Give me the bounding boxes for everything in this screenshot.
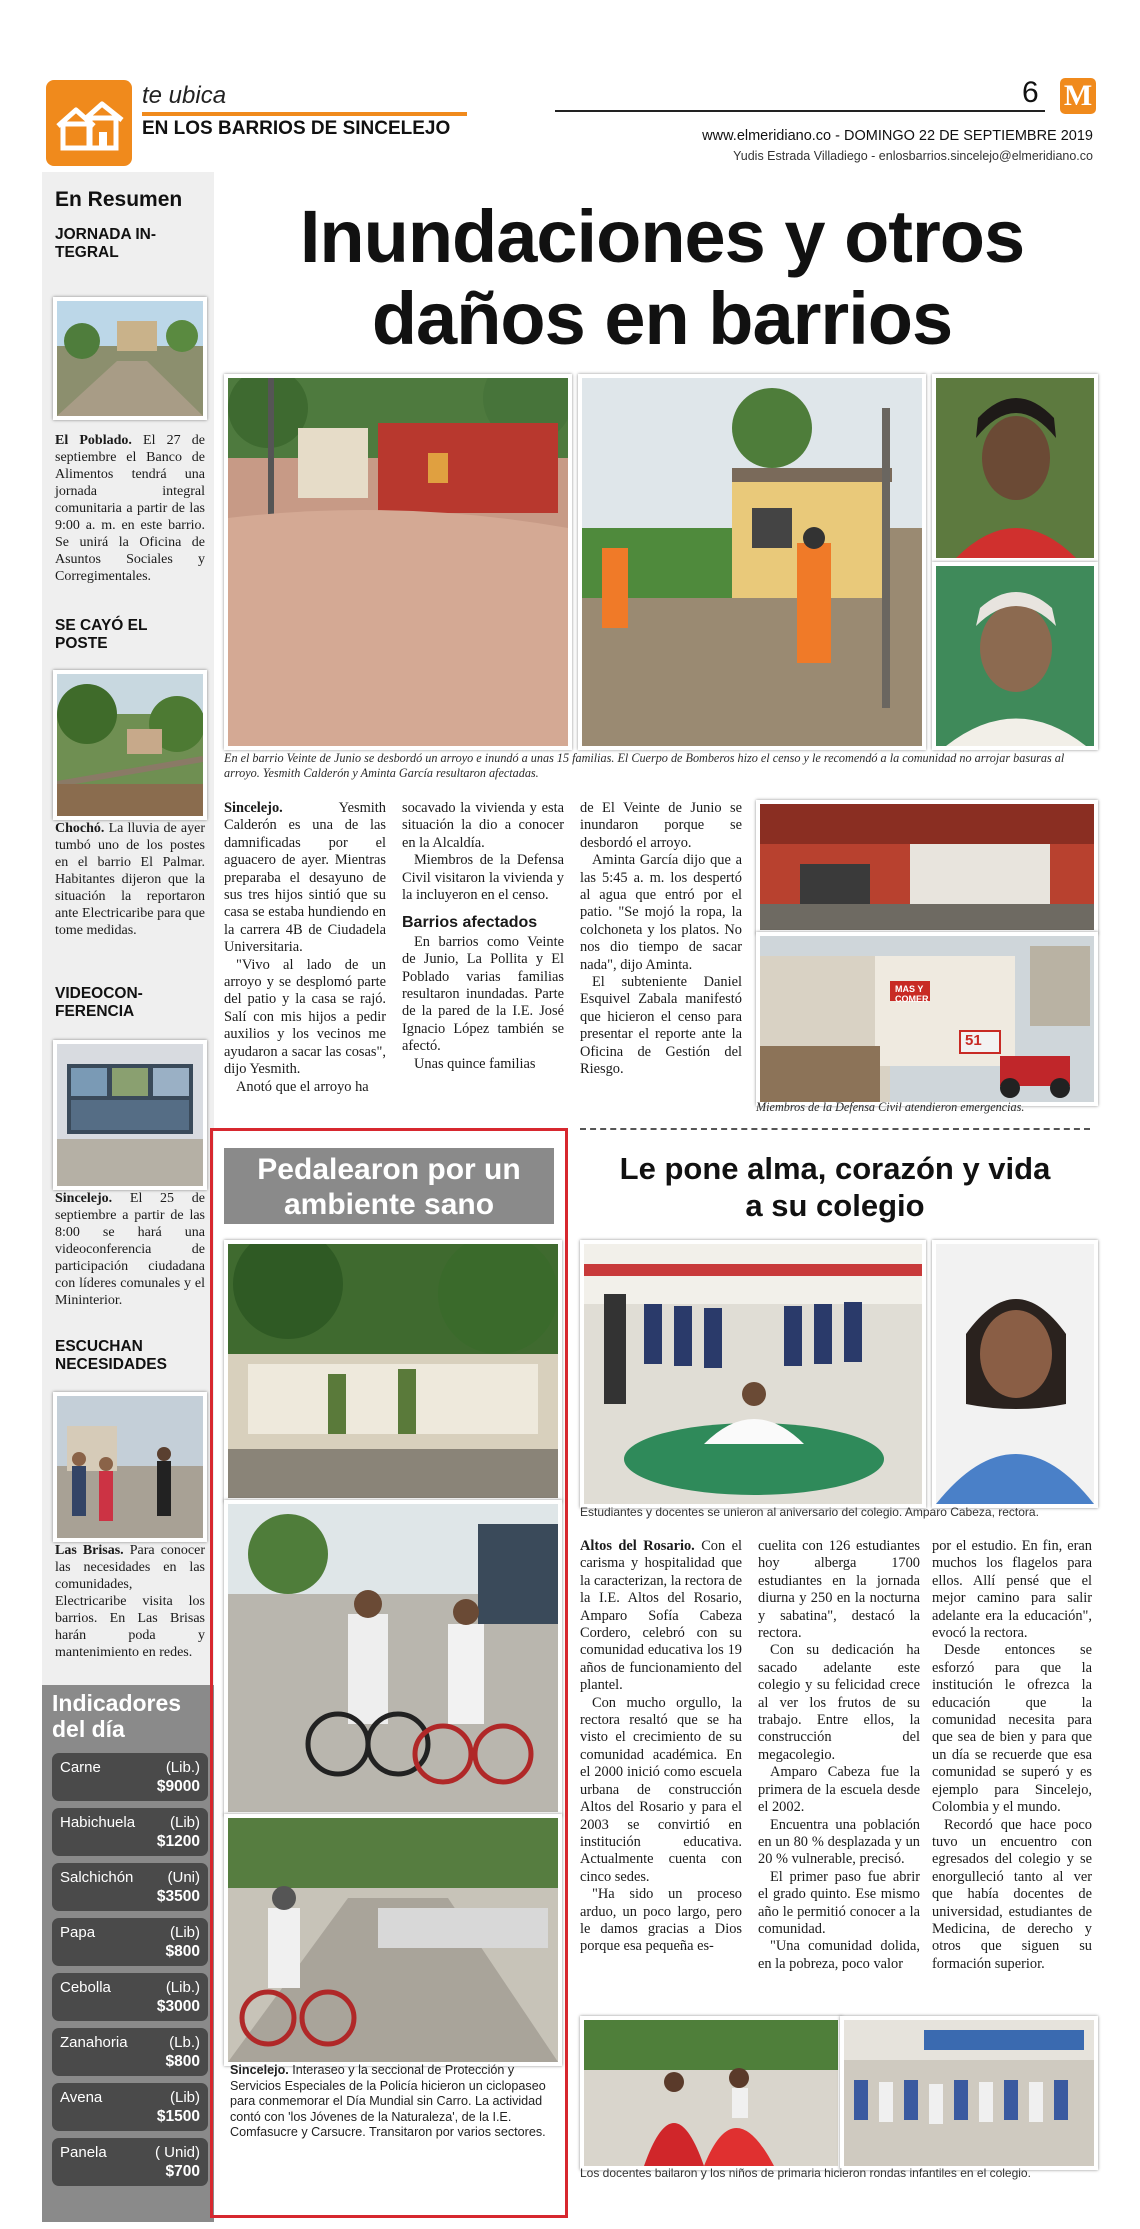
school-text: Amparo Cabeza fue la primera de la escuela desde el 2002. <box>758 1764 920 1816</box>
main-text: Yesmith Calderón es una de las damnificadas por el aguacero de ayer. Mientras preparaba el desayuno de sus tres hijos sintió que su casa se estaba hundiendo en la carrera 4B de Ciudadela Universitaria. <box>224 800 386 956</box>
indicator-unit: (Lib) <box>169 1924 200 1941</box>
indicator-unit: (Lb.) <box>169 2034 200 2051</box>
photo-cyclists-group <box>224 1240 562 1502</box>
sidebar-photo-brisas <box>53 1392 207 1542</box>
indicators-title: Indicadores del día <box>52 1690 182 1742</box>
header <box>0 0 1140 175</box>
indicator-unit: (Lib.) <box>165 1759 200 1776</box>
indicator-unit: (Lib) <box>169 2089 200 2106</box>
indicator-name: Avena <box>60 2089 103 2106</box>
main-subhead: Barrios afectados <box>402 914 538 932</box>
sidebar-body: La lluvia de ayer tumbó uno de los postes en el barrio El Palmar. Habitantes dijeron que la situación la reportaron ante Electricaribe para que tome medidas. <box>55 821 206 938</box>
school-bottom-caption: Los docentes bailaron y los niños de primaria hicieron rondas infantiles en el colegio. <box>580 2166 1031 2180</box>
indicator-unit: ( Unid) <box>154 2144 200 2161</box>
bike-headline: Pedalearon por un ambiente sano <box>224 1148 554 1224</box>
sidebar-text-video <box>55 1190 205 1309</box>
civil-caption: Miembros de la Defensa Civil atendieron emergencias. <box>756 1100 1025 1114</box>
main-text: En barrios como Veinte de Junio, La Pollita y El Poblado varias familias resultaron inundadas. Parte de la pared de la I.E. José Ignacio López también se afectó. <box>402 933 564 1055</box>
main-col-2 <box>402 800 564 1073</box>
main-text: de El Veinte de Junio se inundaron porque se desbordó el arroyo. <box>580 800 742 851</box>
sidebar-lead: El Poblado. <box>55 433 132 448</box>
logo-letter: M <box>1063 79 1093 112</box>
school-text: cuelita con 126 estudiantes hoy alberga 1700 estudiantes en la jornada diurna y 250 en la nocturna y sabatina", destacó la rectora. <box>758 1538 920 1642</box>
sidebar-title: En Resumen <box>55 188 183 211</box>
sidebar-lead: Las Brisas. <box>55 1543 124 1558</box>
bike-caption-text: Interaseo y la seccional de Protección y Servicios Especiales de la Policía hicieron un ciclopaseo para conmemorar el Día Mundial sin Carro. La actividad contó con 'los Jóvenes de la Naturaleza', de la I.E. Comfasucre y Carsucre. Transitaron por varios sectores. <box>230 2063 546 2140</box>
school-photo-caption: Estudiantes y docentes se unieron al aniversario del colegio. Amparo Cabeza, rectora. <box>580 1505 1039 1519</box>
house-icon <box>46 80 132 166</box>
indicator-name: Habichuela <box>60 1814 136 1831</box>
indicator-row <box>52 1973 208 2021</box>
school-col-1 <box>580 1538 742 1956</box>
main-lead: Sincelejo. <box>224 800 283 816</box>
sidebar-body: Para conocer las necesidades en las comunidades, Electricaribe visita los barrios. En Las Brisas harán poda y mantenimiento en redes. <box>55 1543 205 1660</box>
main-text: Unas quince familias <box>414 1055 536 1072</box>
photo-cyclists-street <box>224 1500 562 1816</box>
sidebar-heading-poste: SE CAYÓ EL POSTE <box>55 617 148 652</box>
photo-woman-young <box>932 374 1098 562</box>
main-col-1 <box>224 800 386 1096</box>
main-text: El subteniente Daniel Esquivel Zabala manifestó que hicieron el censo para presentar el reporte ante la Oficina de Gestión del Riesgo. <box>580 974 742 1078</box>
school-col-3 <box>932 1538 1092 1973</box>
sign-text: MAS Y COMER <box>895 984 929 1004</box>
main-text: Anotó que el arroyo ha <box>236 1078 369 1095</box>
sidebar-text-poblado <box>55 432 205 585</box>
indicator-price: $700 <box>165 2163 200 2180</box>
sidebar-body: El 27 de septiembre el Banco de Alimentos tendrá una jornada integral comunitaria a partir de las 9:00 a. m. en este barrio. Se unirá la Oficina de Asuntos Sociales y Corregimentales. <box>55 433 205 584</box>
sidebar-heading-video: VIDEOCON- FERENCIA <box>55 985 143 1020</box>
photo-dancing-teachers <box>580 2016 842 2170</box>
school-lead: Altos del Rosario. <box>580 1538 695 1554</box>
main-text: Miembros de la Defensa Civil visitaron la vivienda y la incluyeron en el censo. <box>402 852 564 904</box>
school-col-2 <box>758 1538 920 1973</box>
sidebar-text-poste <box>55 820 205 939</box>
school-text: "Una comunidad dolida, en la pobreza, poco valor <box>758 1938 920 1972</box>
header-tagline: te ubica <box>142 82 227 109</box>
indicator-name: Zanahoria <box>60 2034 128 2051</box>
main-col-3 <box>580 800 742 1079</box>
bike-caption <box>230 2063 550 2141</box>
sidebar-lead: Chochó. <box>55 821 105 836</box>
sidebar-text-brisas <box>55 1542 205 1661</box>
school-text: Desde entonces se esforzó para que la institución le ofrezca la educación que la comunidad necesita para que sea de bien y para que un día se recuerde que esa comunidad se superó y es ejemplo para Sincelejo, Colombia y el mundo. <box>932 1642 1092 1816</box>
photo-civil-defense-top <box>756 800 1098 934</box>
sign-number: 51 <box>965 1032 982 1049</box>
indicator-row <box>52 1863 208 1911</box>
main-text: socavado la vivienda y esta situación la dio a conocer en la Alcaldía. <box>402 800 564 851</box>
indicator-row <box>52 1808 208 1856</box>
photo-children-rounds <box>840 2016 1098 2170</box>
indicator-name: Carne <box>60 1759 101 1776</box>
photo-rescue-workers <box>578 374 926 750</box>
school-text: Encuentra una población en un 80 % desplazada y un 20 % vulnerable, precisó. <box>758 1816 920 1868</box>
sidebar-photo-video <box>53 1040 207 1190</box>
school-text: por el estudio. En fin, eran muchos los flagelos para ellos. Allí pensé que el mejor camino para salir adelante era la educación", evocó la rectora. <box>932 1538 1092 1642</box>
photo-students-event <box>580 1240 926 1508</box>
indicator-name: Cebolla <box>60 1979 111 1996</box>
photo-rectora <box>932 1240 1098 1508</box>
school-text: Recordó que hace poco tuvo un encuentro con egresados del colegio y se enorgulleció tanto al ver que había docentes de universidad, estudiantes de Medicina, de derecho y otros que siguen su formación superior. <box>932 1816 1092 1972</box>
page-number: 6 <box>1022 76 1039 109</box>
sidebar-photo-poblado <box>53 297 207 420</box>
section-title: EN LOS BARRIOS DE SINCELEJO <box>142 118 451 139</box>
header-rule <box>142 112 467 116</box>
indicator-price: $3000 <box>156 1998 200 2015</box>
sidebar-body: El 25 de septiembre a partir de las 8:00 se hará una videoconferencia de participación ciudadana con líderes comunales y el Mininterior. <box>55 1191 206 1308</box>
main-text: Aminta García dijo que a las 5:45 a. m. los despertó al agua que entró por el patio. "Se mojó la ropa, la colchoneta y los platos. No nos dio tiempo de sacar nada", dijo Aminta. <box>580 852 742 973</box>
site-date: www.elmeridiano.co - DOMINGO 22 DE SEPTIEMBRE 2019 <box>702 128 1093 144</box>
main-photo-caption: En el barrio Veinte de Junio se desbordó un arroyo e inundó a unas 15 familias. El Cuerpo de Bomberos hizo el censo y le recomendó a la comunidad no arrojar basuras al arroyo. Yesmith Calderón y Aminta García resultaron afectadas. <box>224 751 1065 780</box>
indicator-unit: (Uni) <box>167 1869 200 1886</box>
school-text: "Ha sido un proceso arduo, un poco largo, pero le damos gracias a Dios porque esa pequeña es- <box>580 1886 742 1955</box>
sidebar-heading-escuchan: ESCUCHAN NECESIDADES <box>55 1338 167 1373</box>
school-text: Con su dedicación ha sacado adelante este colegio y su felicidad crece al ver los frutos de su trabajo. Entre ellos, la construcción del megacolegio. <box>758 1642 920 1763</box>
photo-flooded-street <box>224 374 572 750</box>
main-headline: Inundaciones y otros daños en barrios <box>299 195 1025 360</box>
indicator-price: $800 <box>165 2053 200 2070</box>
photo-civil-defense-bottom <box>756 932 1098 1106</box>
bike-lead: Sincelejo. <box>230 2063 289 2077</box>
indicator-price: $1200 <box>156 1833 200 1850</box>
indicator-unit: (Lib.) <box>165 1979 200 1996</box>
indicator-row <box>52 1753 208 1801</box>
indicator-name: Panela <box>60 2144 107 2161</box>
indicator-row <box>52 2083 208 2131</box>
indicator-name: Papa <box>60 1924 96 1941</box>
indicator-row <box>52 1918 208 1966</box>
photo-cyclists-road <box>224 1814 562 2066</box>
sidebar-photo-poste <box>53 670 207 820</box>
indicator-price: $1500 <box>156 2108 200 2125</box>
header-top-rule <box>555 110 1045 112</box>
main-text: "Vivo al lado de un arroyo y se desplomó parte del patio y la casa se rajó. Salí con mis hijos a pedir auxilios y los vecinos me ayudaron a sacar las cosas", dijo Yesmith. <box>224 956 386 1078</box>
indicator-unit: (Lib) <box>169 1814 200 1831</box>
school-text: El primer paso fue abrir el grado quinto. Ese mismo año le permitió conocer a la comunidad. <box>758 1868 920 1937</box>
indicator-price: $3500 <box>156 1888 200 1905</box>
school-headline: Le pone alma, corazón y vida a su colegio <box>619 1151 1051 1223</box>
indicator-price: $800 <box>165 1943 200 1960</box>
school-text: Con mucho orgullo, la rectora resaltó que se ha visto el crecimiento de su comunidad académica. En el 2000 inició como escuela urbana de construcción Altos del Rosario y para el 2003 se convirtió en institución educativa. Actualmente cuenta con cinco sedes. <box>580 1694 742 1885</box>
photo-woman-elderly <box>932 562 1098 750</box>
meridiano-logo <box>1060 78 1096 114</box>
indicator-name: Salchichón <box>60 1869 134 1886</box>
sidebar-heading-jornada: JORNADA IN- TEGRAL <box>55 226 157 261</box>
byline: Yudis Estrada Villadiego - enlosbarrios.sincelejo@elmeridiano.co <box>733 149 1093 163</box>
school-text: Con el carisma y hospitalidad que la caracterizan, la rectora de la I.E. Altos del Rosario, Amparo Sofía Cabeza Cordero, celebró con su comunidad educativa los 19 años de funcionamiento del plantel. <box>580 1538 742 1694</box>
indicator-row <box>52 2138 208 2186</box>
indicator-row <box>52 2028 208 2076</box>
indicator-price: $9000 <box>156 1778 200 1795</box>
sidebar-lead: Sincelejo. <box>55 1191 113 1206</box>
section-divider <box>580 1128 1090 1130</box>
